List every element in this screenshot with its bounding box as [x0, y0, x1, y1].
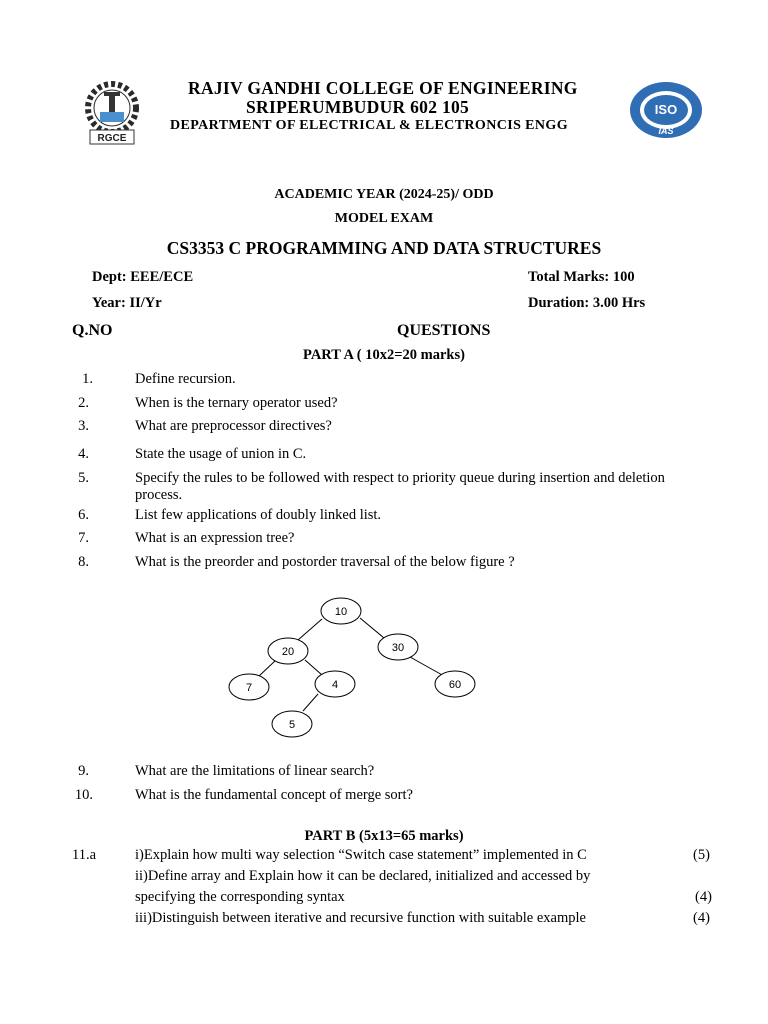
tree-node-label: 20	[281, 646, 295, 658]
logo-left-text: RGCE	[97, 133, 127, 144]
question-text: What is the preorder and postorder traversal of the below figure ?	[135, 554, 515, 570]
questions-header: QUESTIONS	[397, 322, 491, 339]
logo-right-sub: IAS	[658, 126, 674, 136]
tree-node-label: 10	[334, 606, 348, 618]
question-number: 2.	[78, 395, 89, 411]
question-text-continued: specifying the corresponding syntax	[135, 889, 345, 905]
year-label: Year: II/Yr	[92, 295, 162, 311]
question-text: iii)Distinguish between iterative and recursive function with suitable example	[135, 910, 586, 926]
question-number: 4.	[78, 446, 89, 462]
question-text: What are preprocessor directives?	[135, 418, 332, 434]
tree-node-label: 30	[391, 642, 405, 654]
question-text: State the usage of union in C.	[135, 446, 307, 462]
dept-label: Dept: EEE/ECE	[92, 269, 194, 285]
tree-edge	[305, 660, 322, 675]
total-marks: Total Marks: 100	[528, 269, 635, 285]
tree-node-label: 5	[288, 719, 296, 731]
question-text: i)Explain how multi way selection “Switch case statement” implemented in C	[135, 847, 587, 863]
tree-edge	[303, 694, 318, 711]
qno-header: Q.NO	[72, 322, 113, 339]
college-logo	[76, 78, 148, 150]
tree-edge	[360, 618, 384, 638]
college-location: SRIPERUMBUDUR 602 105	[246, 97, 470, 117]
tree-edge	[298, 619, 322, 640]
question-marks: (4)	[695, 889, 712, 905]
part-a-title: PART A ( 10x2=20 marks)	[303, 347, 465, 363]
tree-node-label: 4	[331, 679, 339, 691]
tree-edge	[410, 657, 444, 676]
question-number: 8.	[78, 554, 89, 570]
question-text: ii)Define array and Explain how it can be declared, initialized and accessed by	[135, 868, 591, 884]
college-name: RAJIV GANDHI COLLEGE OF ENGINEERING	[188, 78, 578, 98]
question-text: List few applications of doubly linked list.	[135, 507, 382, 523]
question-number: 5.	[78, 470, 89, 486]
question-number: 3.	[78, 418, 89, 434]
tree-node-label: 7	[245, 682, 253, 694]
question-number: 11.a	[72, 847, 97, 863]
binary-tree-figure	[0, 590, 768, 750]
department-name: DEPARTMENT OF ELECTRICAL & ELECTRONCIS ENGG	[170, 118, 569, 133]
question-text: What are the limitations of linear search?	[135, 763, 375, 779]
question-text: What is the fundamental concept of merge sort?	[135, 787, 413, 803]
question-number: 7.	[78, 530, 89, 546]
question-text: When is the ternary operator used?	[135, 395, 338, 411]
tree-node-label: 60	[448, 679, 462, 691]
question-text: Specify the rules to be followed with respect to priority queue during insertion and deletion process.	[135, 470, 665, 503]
course-title: CS3353 C PROGRAMMING AND DATA STRUCTURES	[166, 238, 602, 258]
question-number: 6.	[78, 507, 89, 523]
logo-right-text: ISO	[654, 102, 678, 117]
question-number: 9.	[78, 763, 89, 779]
question-marks: (5)	[693, 847, 710, 863]
iso-logo	[628, 80, 704, 140]
question-text: What is an expression tree?	[135, 530, 295, 546]
exam-type: MODEL EXAM	[334, 211, 434, 226]
question-text: Define recursion.	[135, 371, 236, 387]
question-number: 10.	[74, 787, 93, 803]
tree-edge	[258, 660, 276, 677]
part-b-title: PART B (5x13=65 marks)	[304, 828, 464, 844]
question-marks: (4)	[693, 910, 710, 926]
academic-year: ACADEMIC YEAR (2024-25)/ ODD	[274, 187, 494, 202]
duration: Duration: 3.00 Hrs	[528, 295, 646, 311]
question-number: 1.	[82, 371, 93, 387]
